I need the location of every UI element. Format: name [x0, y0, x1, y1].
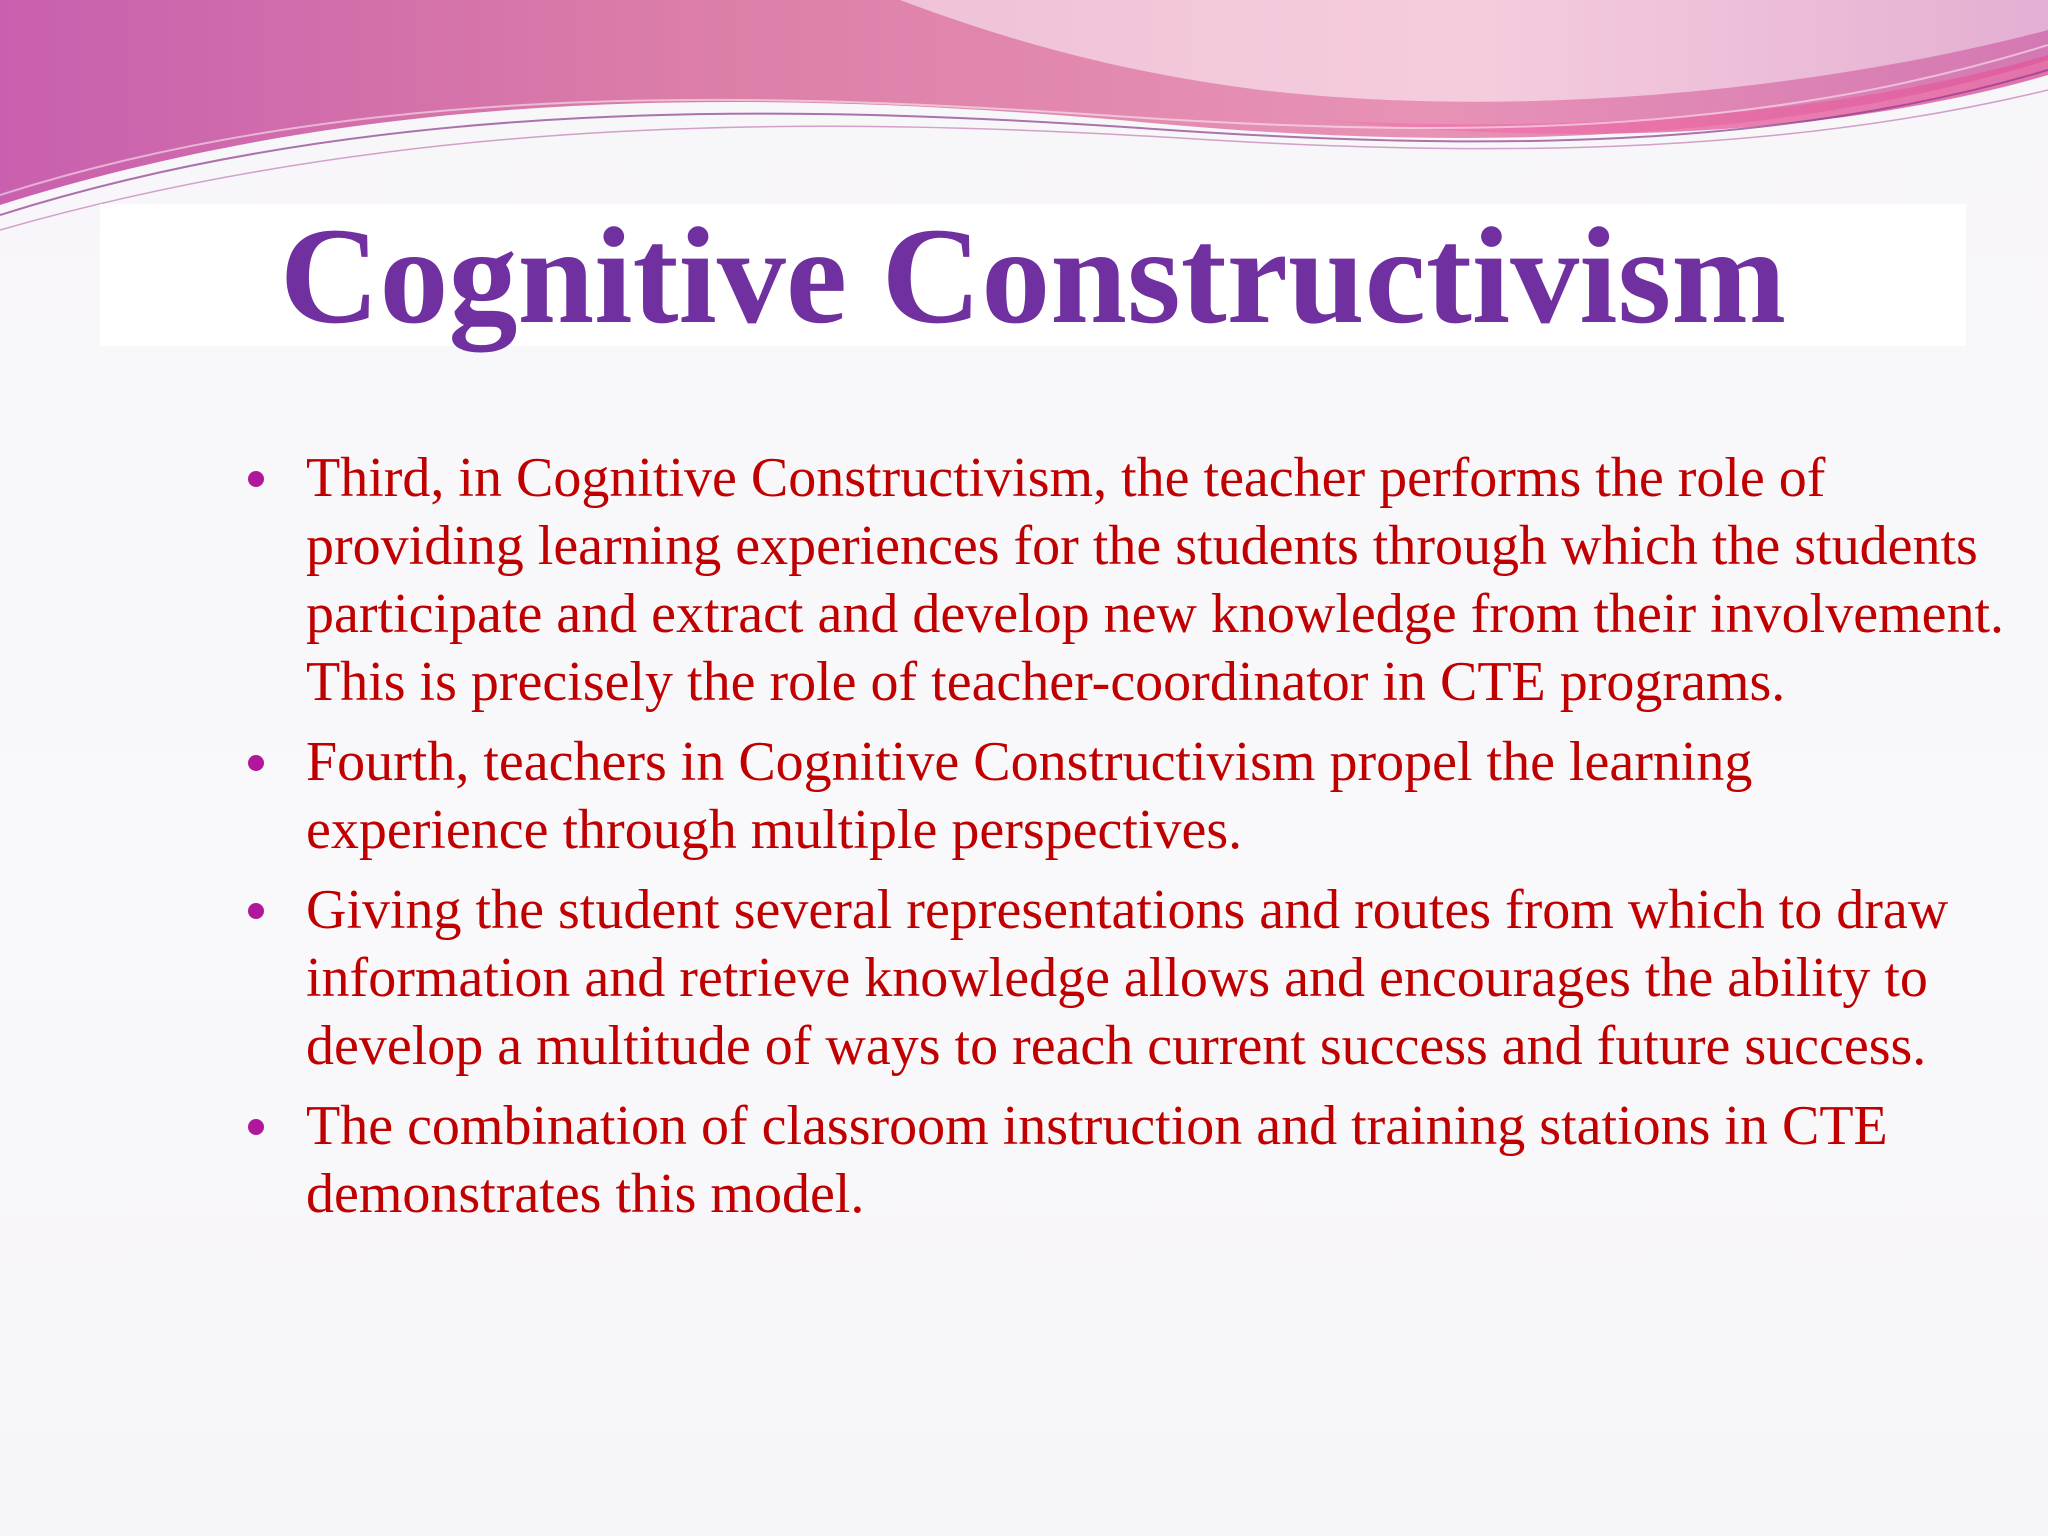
bullet-item	[246, 444, 2006, 716]
bullet-icon	[248, 755, 264, 771]
slide-title: Cognitive Constructivism	[279, 199, 1787, 352]
bullet-text: Giving the student several representations and routes from which to draw information and retrieve knowledge allows and encourages the ability to develop a multitude of ways to reach current success and future success.	[306, 879, 1949, 1077]
bullet-text: Fourth, teachers in Cognitive Constructivism propel the learning experience through multiple perspectives.	[306, 731, 1753, 861]
bullet-icon	[248, 471, 264, 487]
bullet-icon	[248, 903, 264, 919]
bullet-list	[246, 444, 2006, 1240]
bullet-item	[246, 728, 2006, 864]
bullet-item	[246, 1092, 2006, 1228]
bullet-icon	[248, 1119, 264, 1135]
bullet-item	[246, 876, 2006, 1080]
bullet-text: Third, in Cognitive Constructivism, the teacher performs the role of providing learning experiences for the students through which the students participate and extract and develop new knowledge from their involvement. This is precisely the role of teacher-coordinator in CTE programs.	[306, 447, 2005, 713]
bullet-text: The combination of classroom instruction and training stations in CTE demonstrates this model.	[306, 1095, 1888, 1225]
